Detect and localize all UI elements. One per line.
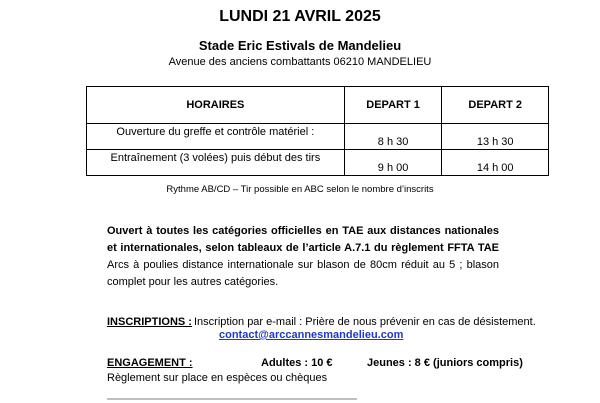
schedule-time-cell: 13 h 30 xyxy=(442,124,549,150)
inscriptions-text: Inscription par e-mail : Prière de nous prévenir en cas de désistement. xyxy=(194,316,536,328)
schedule-activity-cell: Entraînement (3 volées) puis début des tirs xyxy=(87,150,345,176)
column-header-depart-1: DEPART 1 xyxy=(344,87,442,124)
description-normal-text: Arcs à poulies distance internationale sur blason de 80cm réduit au 5 ; blason complet pour les autres catégories. xyxy=(107,259,499,288)
inscriptions-label: INSCRIPTIONS : xyxy=(107,316,192,328)
rythme-note: Rythme AB/CD – Tir possible en ABC selon le nombre d’inscrits xyxy=(166,184,434,195)
column-header-depart-2: DEPART 2 xyxy=(442,87,549,124)
adult-fee: Adultes : 10 € xyxy=(261,357,333,369)
schedule-header-row xyxy=(87,87,549,124)
venue-address: Avenue des anciens combattants 06210 MANDELIEU xyxy=(168,56,432,68)
table-row xyxy=(87,150,549,176)
description-bold-text: Ouvert à toutes les catégories officielles en TAE aux distances nationales et internationales, selon tableaux de l’article A.7.1 du règlement FFTA TAE xyxy=(107,225,499,254)
schedule-activity-cell: Ouverture du greffe et contrôle matériel : xyxy=(87,124,345,150)
contact-email-link[interactable]: contact@arccannesmandelieu.com xyxy=(219,329,404,341)
cut-off-text-line xyxy=(107,397,357,403)
description-paragraph xyxy=(107,223,499,291)
youth-fee: Jeunes : 8 € (juniors compris) xyxy=(367,357,523,369)
column-header-horaires: HORAIRES xyxy=(87,87,345,124)
schedule-time-cell: 8 h 30 xyxy=(344,124,442,150)
event-date-title: LUNDI 21 AVRIL 2025 xyxy=(219,8,381,25)
table-row xyxy=(87,124,549,150)
engagement-label: ENGAGEMENT : xyxy=(107,357,193,369)
schedule-time-cell: 14 h 00 xyxy=(442,150,549,176)
schedule-table xyxy=(86,86,549,176)
payment-note: Règlement sur place en espèces ou chèques xyxy=(107,372,328,384)
venue-name: Stade Eric Estivals de Mandelieu xyxy=(198,38,402,53)
schedule-time-cell: 9 h 00 xyxy=(344,150,442,176)
